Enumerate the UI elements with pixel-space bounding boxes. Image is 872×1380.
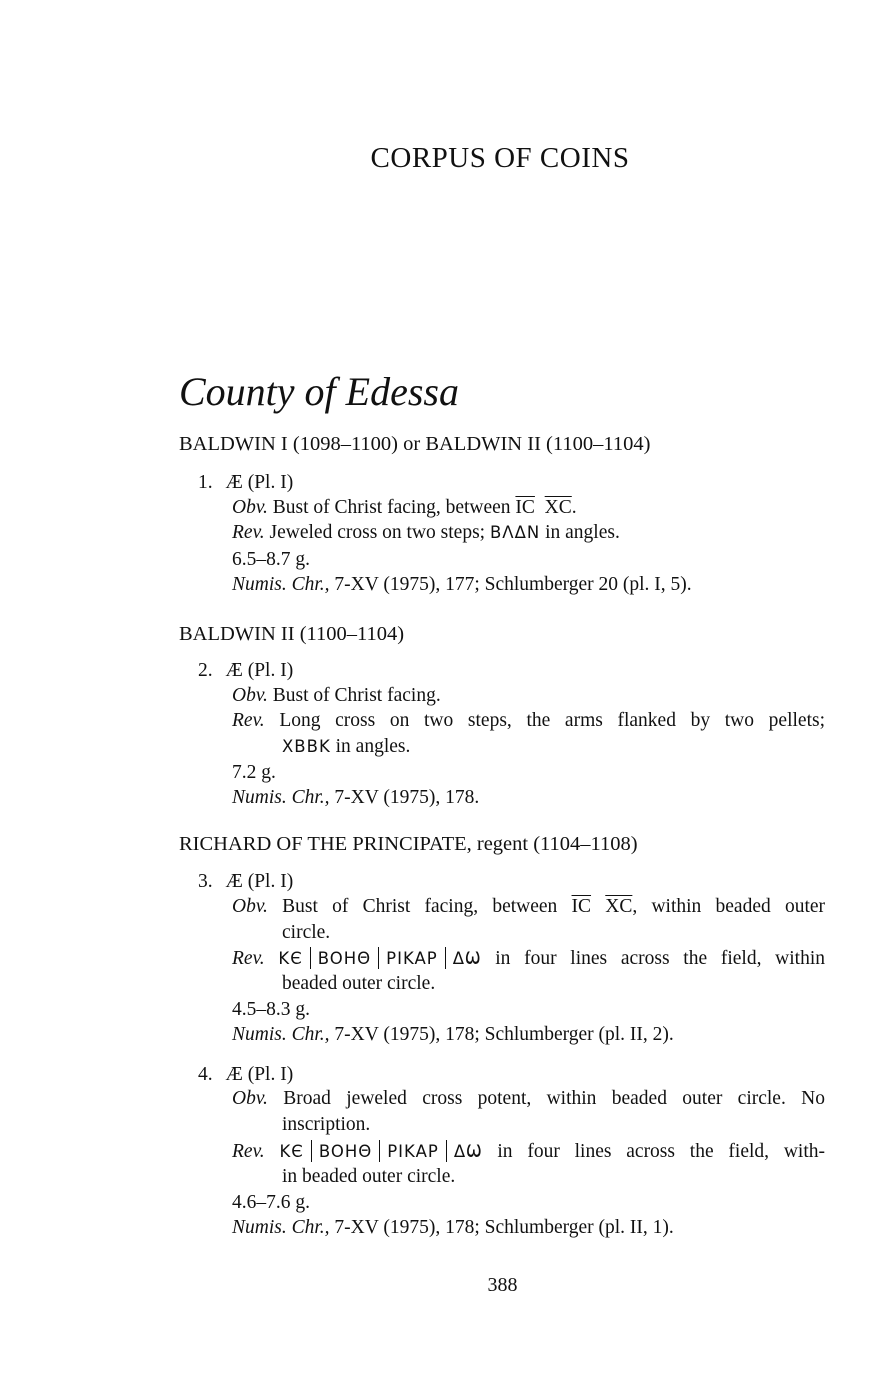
reverse-end: in angles.: [545, 522, 620, 543]
obverse-inscription-ic: $\overline{IC}$: [515, 497, 535, 518]
reverse-line-4: ΔѠ: [452, 949, 482, 968]
coin-number: 1.: [198, 472, 213, 493]
ruler-heading-baldwin-ii: BALDWIN II (1100–1104): [179, 623, 405, 645]
ruler-heading-baldwin-i-or-ii: BALDWIN I (1098–1100) or BALDWIN II (1100–1104): [179, 433, 651, 455]
coin-3-reverse: [232, 947, 825, 970]
coin-1-reverse: [232, 522, 620, 544]
coin-metal: Æ (Pl. I): [225, 660, 294, 681]
coin-2-weight: 7.2 g.: [232, 762, 276, 783]
coin-entry-2: [198, 660, 293, 682]
coin-4-weight: 4.6–7.6 g.: [232, 1192, 310, 1213]
coin-entry-4: [198, 1064, 293, 1086]
reverse-label: Rev.: [232, 948, 265, 969]
reverse-line-4: ΔѠ: [453, 1142, 483, 1161]
reference-detail: 7-XV (1975), 177; Schlumberger 20 (pl. I, 5).: [334, 574, 692, 595]
coin-4-reverse-cont: in beaded outer circle.: [282, 1166, 456, 1187]
reverse-label: Rev.: [232, 522, 265, 543]
obverse-text: Bust of Christ facing, between: [282, 896, 558, 917]
reverse-text: in four lines across the field, with-: [497, 1141, 826, 1162]
coin-4-obverse: [232, 1088, 825, 1110]
page-number: 388: [487, 1274, 518, 1296]
obverse-rest: , within beaded outer: [632, 896, 826, 917]
line-divider: [446, 1140, 447, 1162]
coin-4-reference: [232, 1217, 674, 1239]
reverse-line-3: PIKAP: [387, 1142, 439, 1161]
coin-number: 2.: [198, 660, 213, 681]
coin-3-weight: 4.5–8.3 g.: [232, 999, 310, 1020]
reverse-text: Jeweled cross on two steps;: [269, 522, 486, 543]
coin-number: 4.: [198, 1064, 213, 1085]
reverse-text: in four lines across the field, within: [495, 948, 826, 969]
obverse-text: Bust of Christ facing.: [272, 685, 441, 706]
obverse-inscription-xc: $\overline{XC}$: [605, 896, 633, 917]
reference-journal: Numis. Chr.,: [232, 574, 330, 595]
reverse-label: Rev.: [232, 1141, 265, 1162]
section-title: County of Edessa: [179, 369, 459, 414]
line-divider: [311, 1140, 312, 1162]
reference-journal: Numis. Chr.,: [232, 1217, 330, 1238]
line-divider: [379, 1140, 380, 1162]
coin-2-reverse: [232, 710, 825, 732]
reverse-line-1: KЄ: [278, 949, 303, 968]
reverse-letters: XBBK: [282, 737, 331, 756]
obverse-inscription-xc: $\overline{XC}$: [544, 497, 572, 518]
coin-1-obverse: [232, 497, 577, 519]
reverse-label: Rev.: [232, 710, 265, 731]
obverse-label: Obv.: [232, 896, 268, 917]
coin-2-obverse: [232, 685, 441, 707]
obverse-text: Bust of Christ facing, between: [272, 497, 511, 518]
line-divider: [310, 947, 311, 969]
coin-entry-1: [198, 472, 293, 494]
reference-journal: Numis. Chr.,: [232, 1024, 330, 1045]
reference-detail: 7-XV (1975), 178; Schlumberger (pl. II, 1).: [334, 1217, 674, 1238]
coin-3-reverse-cont: beaded outer circle.: [282, 973, 436, 994]
reference-journal: Numis. Chr.,: [232, 787, 330, 808]
obverse-label: Obv.: [232, 1088, 268, 1109]
reverse-end: in angles.: [335, 736, 411, 757]
line-divider: [378, 947, 379, 969]
reverse-letters: BΛΔN: [489, 523, 541, 542]
coin-metal: Æ (Pl. I): [225, 472, 294, 493]
reverse-text: Long cross on two steps, the arms flanked by two pellets;: [279, 710, 825, 731]
obverse-label: Obv.: [232, 497, 268, 518]
reverse-line-2: BOHΘ: [317, 949, 372, 968]
obverse-end: .: [571, 497, 577, 518]
line-divider: [445, 947, 446, 969]
reverse-line-1: KЄ: [279, 1142, 304, 1161]
coin-2-reference: [232, 787, 479, 809]
coin-3-obverse: [232, 896, 825, 918]
ruler-heading-richard-of-the-principate: RICHARD OF THE PRINCIPATE, regent (1104–1108): [179, 833, 638, 855]
reverse-line-2: BOHΘ: [318, 1142, 373, 1161]
reference-detail: 7-XV (1975), 178.: [334, 787, 480, 808]
reverse-line-3: PIKAP: [386, 949, 438, 968]
obverse-label: Obv.: [232, 685, 268, 706]
coin-4-obverse-cont: inscription.: [282, 1114, 371, 1135]
coin-1-weight: 6.5–8.7 g.: [232, 549, 310, 570]
coin-2-reverse-cont: [282, 736, 410, 758]
coin-1-reference: [232, 574, 692, 596]
reference-detail: 7-XV (1975), 178; Schlumberger (pl. II, 2).: [334, 1024, 674, 1045]
coin-3-reference: [232, 1024, 674, 1046]
running-title: CORPUS OF COINS: [370, 142, 630, 174]
coin-number: 3.: [198, 871, 213, 892]
obverse-text: Broad jeweled cross potent, within beaded outer circle. No: [283, 1088, 826, 1109]
coin-entry-3: [198, 871, 293, 893]
coin-metal: Æ (Pl. I): [225, 871, 294, 892]
obverse-inscription-ic: $\overline{IC}$: [571, 896, 592, 917]
coin-4-reverse: [232, 1140, 825, 1163]
coin-3-obverse-cont: circle.: [282, 922, 331, 943]
coin-metal: Æ (Pl. I): [225, 1064, 294, 1085]
